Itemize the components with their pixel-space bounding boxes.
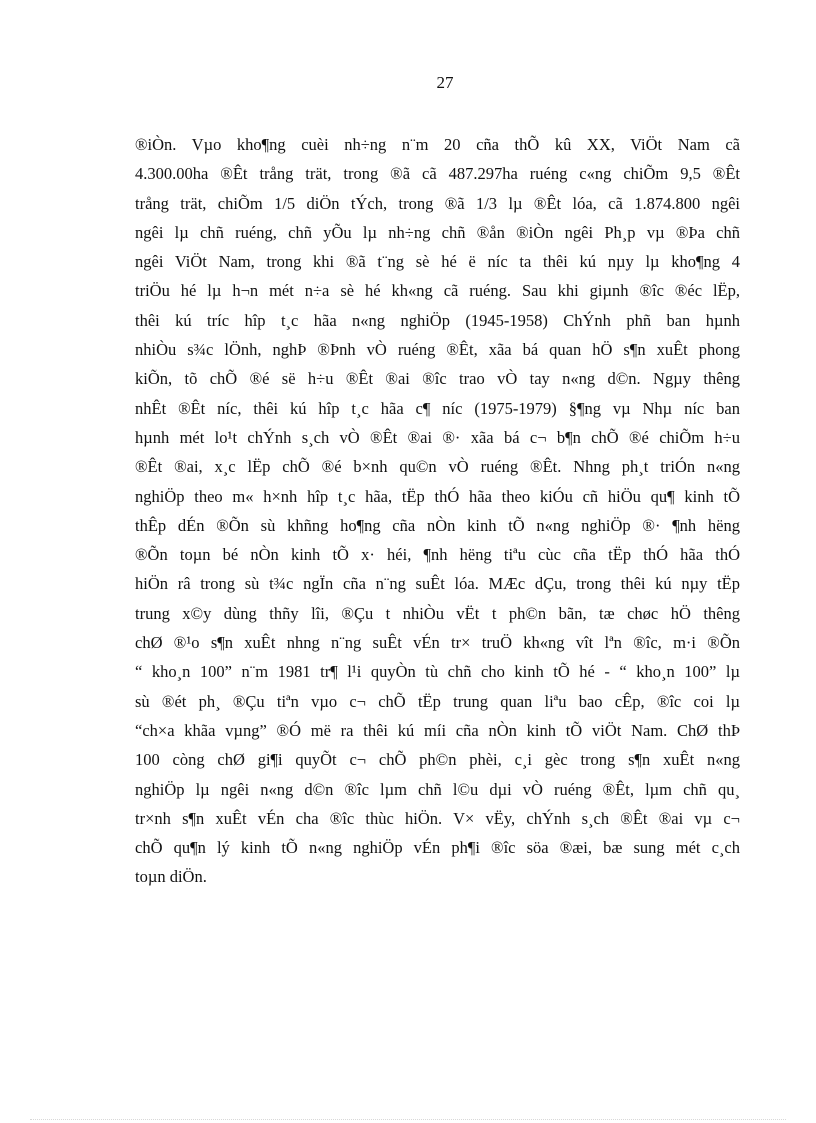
text-line: ®iÒn. Vµo kho¶ng cuèi nh÷ng n¨m 20 cña thÕ kû XX, ViÖt Nam cã	[135, 135, 740, 154]
text-line: thÊp dÉn ®Õn sù khñng ho¶ng cña nÒn kinh tÕ n«ng nghiÖp ®· ¶nh hëng	[135, 515, 740, 535]
page-edge-divider	[30, 1119, 786, 1120]
text-line: hiÖn râ trong sù t¾c ngÏn cña n¨ng suÊt lóa. MÆc dÇu, trong thêi kú nµy tËp	[135, 574, 740, 594]
text-line: nghiÖp theo m« h×nh hîp t¸c hãa, tËp thÓ hãa theo kiÓu cñ hiÖu qu¶ kinh tÕ	[135, 486, 740, 506]
text-line: sù ®ét ph¸ ®Çu tiªn vµo c¬ chÕ tËp trung quan liªu bao cÊp, ®îc coi lµ	[135, 691, 740, 711]
text-line: chÕ qu¶n lý kinh tÕ n«ng nghiÖp vÉn ph¶i ®îc söa ®æi, bæ sung mét c¸ch	[135, 838, 740, 858]
body-paragraph	[135, 130, 740, 892]
text-line: “ch×a khãa vµng” ®Ó më ra thêi kú míi cña nÒn kinh tÕ viÖt Nam. ChØ thÞ	[135, 720, 740, 740]
text-line: ngêi lµ chñ ruéng, chñ yÕu lµ nh÷ng chñ ®ån ®iÒn ngêi Ph¸p vµ ®Þa chñ	[135, 222, 740, 242]
text-line: thêi kú tríc hîp t¸c hãa n«ng nghiÖp (1945-1958) ChÝnh phñ ban hµnh	[135, 310, 740, 330]
text-line: trång trät, chiÕm 1/5 diÖn tÝch, trong ®ã 1/3 lµ ®Êt lóa, cã 1.874.800 ngêi	[135, 193, 740, 213]
text-line: toµn diÖn.	[135, 867, 207, 887]
text-line: nghiÖp lµ ngêi n«ng d©n ®îc lµm chñ l©u dµi vÒ ruéng ®Êt, lµm chñ qu¸	[135, 779, 740, 799]
text-line: 4.300.00ha ®Êt trång trät, trong ®ã cã 487.297ha ruéng c«ng chiÕm 9,5 ®Êt	[135, 164, 740, 184]
text-line: triÖu hé lµ h¬n mét n÷a sè hé kh«ng cã ruéng. Sau khi giµnh ®îc ®éc lËp,	[135, 281, 740, 301]
text-line: chØ ®¹o s¶n xuÊt nhng n¨ng suÊt vÉn tr× truÖ kh«ng vît lªn ®îc, m·i ®Õn	[135, 633, 740, 653]
text-line: nhÊt ®Êt níc, thêi kú hîp t¸c hãa c¶ níc (1975-1979) §¶ng vµ Nhµ níc ban	[135, 398, 740, 418]
text-line: nhiÒu s¾c lÖnh, nghÞ ®Þnh vÒ ruéng ®Êt, xãa bá quan hÖ s¶n xuÊt phong	[135, 340, 740, 360]
text-line: “ kho¸n 100” n¨m 1981 tr¶ l¹i quyÒn tù chñ cho kinh tÕ hé - “ kho¸n 100” lµ	[135, 662, 740, 682]
text-line: kiÕn, tõ chÕ ®é së h÷u ®Êt ®ai ®îc trao vÒ tay n«ng d©n. Ngµy thêng	[135, 369, 740, 389]
page-number: 27	[436, 73, 454, 92]
text-line: trung x©y dùng thñy lîi, ®Çu t nhiÒu vËt t ph©n bãn, tæ chøc hÖ thêng	[135, 603, 740, 623]
text-line: ®Êt ®ai, x¸c lËp chÕ ®é b×nh qu©n vÒ ruéng ®Êt. Nhng ph¸t triÓn n«ng	[135, 457, 740, 477]
text-line: hµnh mét lo¹t chÝnh s¸ch vÒ ®Êt ®ai ®· xãa bá c¬ b¶n chÕ ®é chiÕm h÷u	[135, 427, 740, 447]
text-line: 100 còng chØ gi¶i quyÕt c¬ chÕ ph©n phèi, c¸i gèc trong s¶n xuÊt n«ng	[135, 750, 740, 770]
text-line: ngêi ViÖt Nam, trong khi ®ã t¨ng sè hé ë níc ta thêi kú nµy lµ kho¶ng 4	[135, 252, 740, 272]
text-line: tr×nh s¶n xuÊt vÉn cha ®îc thùc hiÖn. V× vËy, chÝnh s¸ch ®Êt ®ai vµ c¬	[135, 808, 740, 828]
text-line: ®Õn toµn bé nÒn kinh tÕ x· héi, ¶nh hëng tiªu cùc cña tËp thÓ hãa thÓ	[135, 545, 740, 565]
